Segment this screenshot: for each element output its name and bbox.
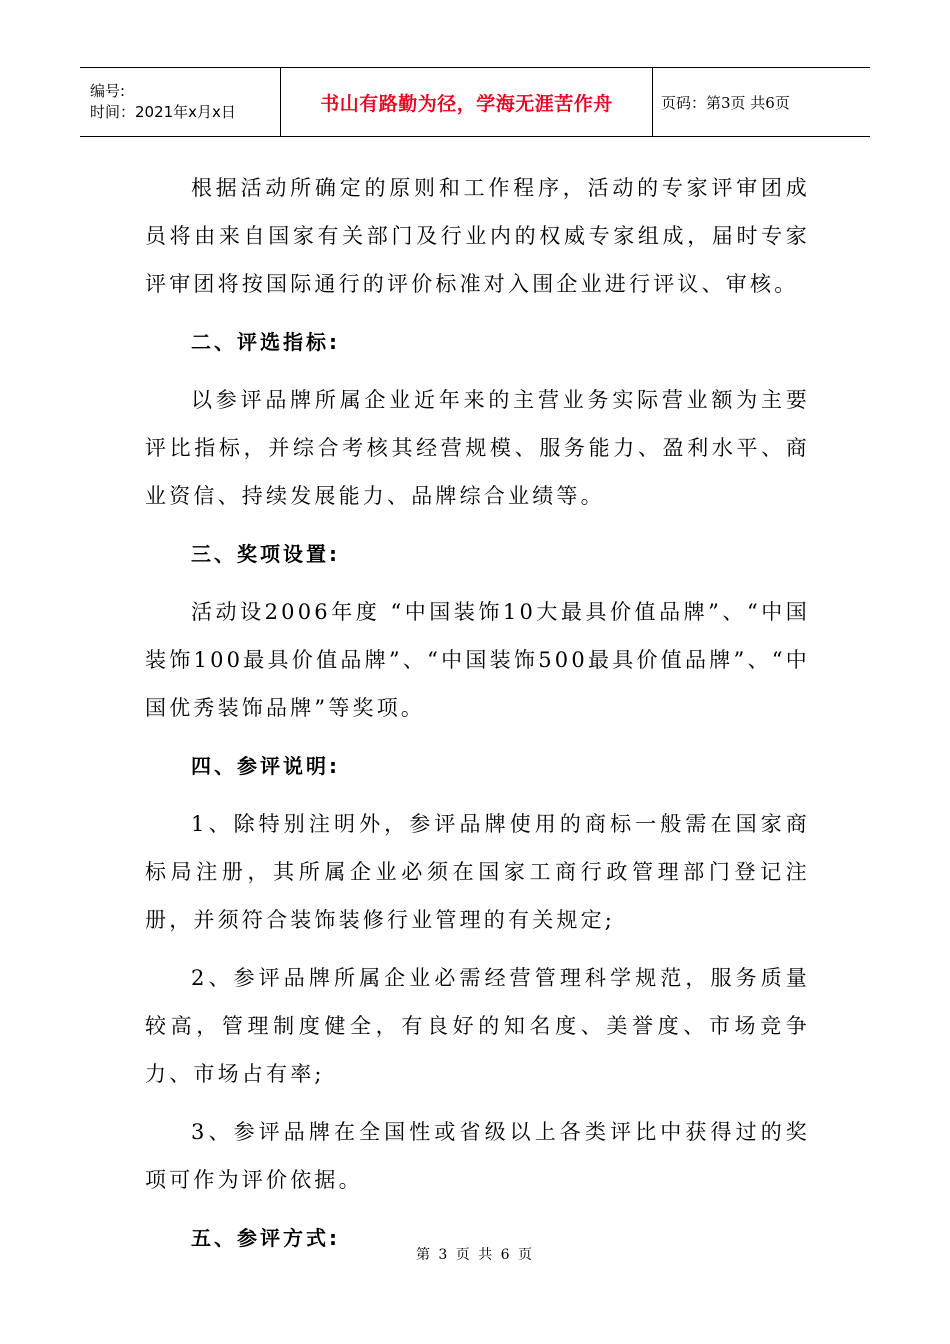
header-meta-cell [80,68,280,136]
section-heading: 五、参评方式: [191,1226,340,1250]
section-heading: 四、参评说明: [191,754,340,778]
page-footer: 第 3 页 共 6 页 [415,1247,535,1263]
header-motto: 书山有路勤为径，学海无涯苦作舟 [320,92,613,115]
body-paragraph: 1、除特别注明外，参评品牌使用的商标一般需在国家商标局注册，其所属企业必须在国家工商行政管理部门登记注册，并须符合装饰装修行业管理的有关规定; [145,812,810,932]
header-motto-cell [280,68,653,136]
header-page-cell [653,68,870,136]
body-paragraph: 3、参评品牌在全国性或省级以上各类评比中获得过的奖项可作为评价依据。 [145,1120,810,1192]
body-paragraph: 2、参评品牌所属企业必需经营管理科学规范，服务质量较高，管理制度健全，有良好的知名度、美誉度、市场竞争力、市场占有率; [145,966,810,1086]
header-page-info: 页码：第3页 共6页 [661,93,790,112]
document-time-label: 时间：2021年x月x日 [90,103,236,121]
body-paragraph: 根据活动所确定的原则和工作程序，活动的专家评审团成员将由来自国家有关部门及行业内的权威专家组成，届时专家评审团将按国际通行的评价标准对入围企业进行评议、审核。 [145,176,810,296]
document-number-label: 编号: [90,82,126,100]
section-heading: 三、奖项设置: [191,542,340,566]
document-header [80,67,870,137]
body-paragraph: 活动设2006年度 “中国装饰10大最具价值品牌”、“中国装饰100最具价值品牌”、“中国装饰500最具价值品牌”、“中国优秀装饰品牌”等奖项。 [145,600,810,720]
section-heading: 二、评选指标: [191,330,340,354]
document-body [145,164,810,1272]
body-paragraph: 以参评品牌所属企业近年来的主营业务实际营业额为主要评比指标，并综合考核其经营规模、服务能力、盈利水平、商业资信、持续发展能力、品牌综合业绩等。 [145,388,810,508]
